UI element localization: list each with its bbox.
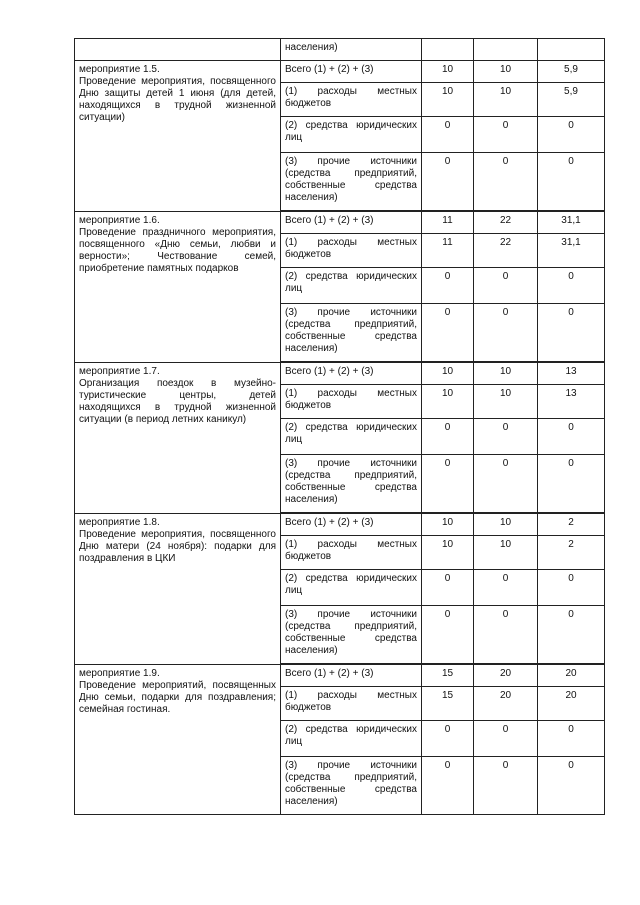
value-cell: 11 — [422, 212, 474, 234]
value-cell: 10 — [422, 83, 474, 117]
source-cell: (3) прочие источники (средства предприятий, собственные средства населения) — [281, 455, 422, 513]
budget-table-body — [75, 39, 605, 815]
source-cell: (2) средства юридических лиц — [281, 117, 422, 153]
value-cell: 22 — [474, 212, 538, 234]
source-cell: Всего (1) + (2) + (3) — [281, 514, 422, 536]
value-cell: 0 — [474, 721, 538, 757]
source-cell: (1) расходы местных бюджетов — [281, 536, 422, 570]
source-cell: (1) расходы местных бюджетов — [281, 234, 422, 268]
table-row — [75, 212, 605, 234]
source-cell: (3) прочие источники (средства предприятий, собственные средства населения) — [281, 153, 422, 211]
budget-table — [74, 38, 605, 815]
value-cell: 0 — [474, 117, 538, 153]
value-cell — [422, 39, 474, 61]
value-cell: 0 — [422, 721, 474, 757]
value-cell: 15 — [422, 687, 474, 721]
source-cell: (1) расходы местных бюджетов — [281, 687, 422, 721]
source-cell: Всего (1) + (2) + (3) — [281, 212, 422, 234]
event-cell — [75, 212, 281, 363]
value-cell: 0 — [538, 570, 605, 606]
value-cell: 0 — [422, 304, 474, 362]
value-cell: 5,9 — [538, 61, 605, 83]
value-cell: 0 — [422, 268, 474, 304]
value-cell: 10 — [422, 514, 474, 536]
event-description: Проведение мероприятия, посвященного Дню защиты детей 1 июня (для детей, находящихся в трудной жизненной ситуации) — [79, 76, 276, 123]
event-description: Проведение праздничного мероприятия, посвященного «Дню семьи, любви и верности»; Чествование семей, приобретение памятных подарков — [79, 227, 276, 274]
event-cell — [75, 39, 281, 61]
value-cell: 20 — [474, 687, 538, 721]
value-cell: 10 — [422, 385, 474, 419]
source-cell: (3) прочие источники (средства предприятий, собственные средства населения) — [281, 606, 422, 664]
value-cell: 0 — [538, 419, 605, 455]
value-cell: 0 — [474, 570, 538, 606]
event-cell — [75, 665, 281, 815]
source-cell: (1) расходы местных бюджетов — [281, 385, 422, 419]
event-description: Проведение мероприятий, посвященных Дню семьи, подарки для поздравления; семейная гостиная. — [79, 680, 276, 715]
value-cell: 31,1 — [538, 212, 605, 234]
value-cell: 0 — [474, 606, 538, 664]
value-cell: 31,1 — [538, 234, 605, 268]
event-cell — [75, 514, 281, 665]
value-cell: 0 — [538, 153, 605, 211]
event-title: мероприятие 1.7. — [79, 366, 160, 377]
source-cell: (2) средства юридических лиц — [281, 570, 422, 606]
value-cell: 10 — [474, 363, 538, 385]
value-cell: 0 — [538, 304, 605, 362]
value-cell: 0 — [474, 757, 538, 815]
source-cell: (3) прочие источники (средства предприятий, собственные средства населения) — [281, 757, 422, 815]
value-cell: 10 — [474, 83, 538, 117]
value-cell: 0 — [422, 117, 474, 153]
table-row — [75, 514, 605, 536]
event-cell — [75, 363, 281, 514]
value-cell: 0 — [422, 606, 474, 664]
event-description: Организация поездок в музейно-туристические центры, детей находящихся в трудной жизненной ситуации (в период летних каникул) — [79, 378, 276, 425]
value-cell: 0 — [422, 455, 474, 513]
value-cell: 22 — [474, 234, 538, 268]
value-cell: 13 — [538, 385, 605, 419]
source-cell: (1) расходы местных бюджетов — [281, 83, 422, 117]
value-cell: 2 — [538, 536, 605, 570]
source-cell: Всего (1) + (2) + (3) — [281, 665, 422, 687]
value-cell: 10 — [474, 385, 538, 419]
value-cell: 20 — [538, 687, 605, 721]
value-cell: 0 — [474, 419, 538, 455]
source-cell: (3) прочие источники (средства предприятий, собственные средства населения) — [281, 304, 422, 362]
value-cell: 0 — [474, 153, 538, 211]
source-cell: (2) средства юридических лиц — [281, 721, 422, 757]
event-title: мероприятие 1.6. — [79, 215, 160, 226]
value-cell: 0 — [538, 721, 605, 757]
source-cell: Всего (1) + (2) + (3) — [281, 61, 422, 83]
table-row — [75, 61, 605, 83]
value-cell: 10 — [474, 61, 538, 83]
value-cell: 5,9 — [538, 83, 605, 117]
table-row — [75, 39, 605, 61]
value-cell: 2 — [538, 514, 605, 536]
event-title: мероприятие 1.8. — [79, 517, 160, 528]
value-cell: 10 — [474, 514, 538, 536]
value-cell: 0 — [474, 268, 538, 304]
event-title: мероприятие 1.9. — [79, 668, 160, 679]
table-row — [75, 665, 605, 687]
value-cell: 10 — [422, 363, 474, 385]
value-cell: 20 — [474, 665, 538, 687]
value-cell: 0 — [422, 570, 474, 606]
value-cell: 15 — [422, 665, 474, 687]
event-title: мероприятие 1.5. — [79, 64, 160, 75]
value-cell: 0 — [538, 117, 605, 153]
source-cell: населения) — [281, 39, 422, 61]
value-cell: 0 — [422, 419, 474, 455]
event-description: Проведение мероприятия, посвященного Дню матери (24 ноября): подарки для поздравления в ЦКИ — [79, 529, 276, 564]
value-cell: 0 — [422, 153, 474, 211]
event-cell — [75, 61, 281, 212]
value-cell: 20 — [538, 665, 605, 687]
value-cell: 10 — [422, 61, 474, 83]
value-cell: 0 — [538, 606, 605, 664]
value-cell — [474, 39, 538, 61]
value-cell: 0 — [474, 455, 538, 513]
source-cell: Всего (1) + (2) + (3) — [281, 363, 422, 385]
value-cell: 13 — [538, 363, 605, 385]
value-cell — [538, 39, 605, 61]
value-cell: 10 — [474, 536, 538, 570]
source-cell: (2) средства юридических лиц — [281, 419, 422, 455]
value-cell: 11 — [422, 234, 474, 268]
value-cell: 0 — [474, 304, 538, 362]
source-cell: (2) средства юридических лиц — [281, 268, 422, 304]
value-cell: 0 — [538, 268, 605, 304]
table-row — [75, 363, 605, 385]
value-cell: 0 — [538, 455, 605, 513]
value-cell: 10 — [422, 536, 474, 570]
value-cell: 0 — [538, 757, 605, 815]
value-cell: 0 — [422, 757, 474, 815]
